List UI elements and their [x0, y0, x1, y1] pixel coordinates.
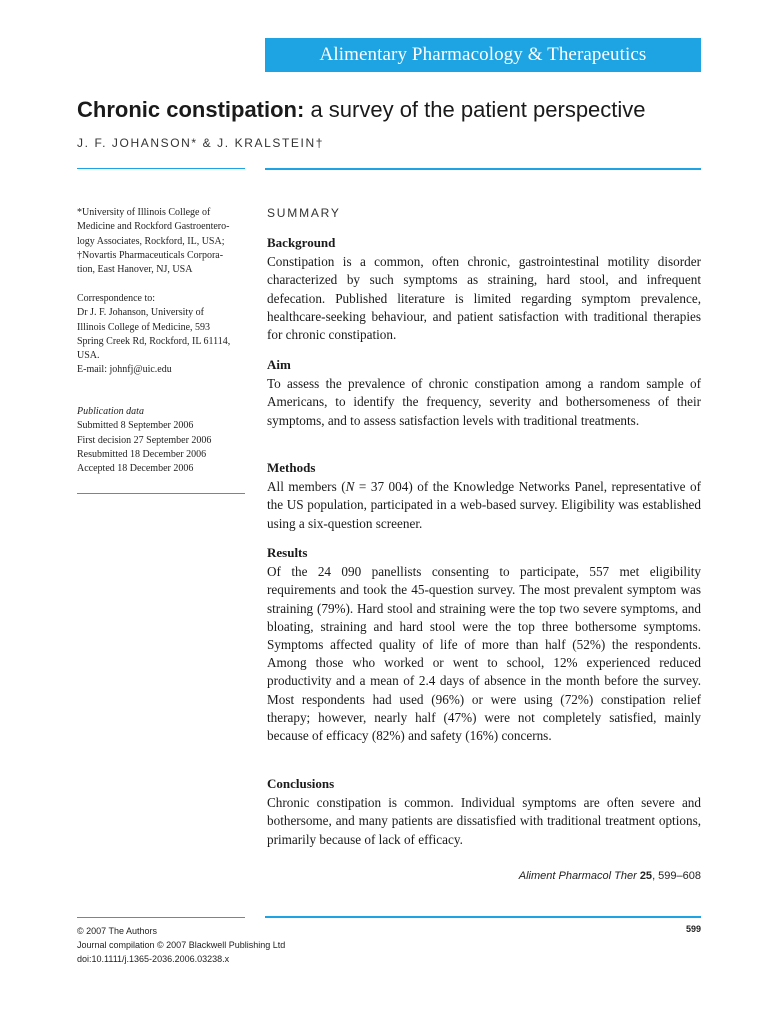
publication-date: Resubmitted 18 December 2006 [77, 448, 207, 460]
correspondence [77, 292, 247, 378]
journal-name: Alimentary Pharmacology & Therapeutics [319, 44, 647, 65]
section-heading: Results [267, 545, 308, 560]
publication-date: Submitted 8 September 2006 [77, 420, 194, 432]
section-heading: Background [267, 235, 336, 250]
page-number: 599 [685, 924, 701, 934]
section-heading: Methods [267, 460, 316, 475]
footer-line: Journal compilation © 2007 Blackwell Publishing Ltd [77, 940, 286, 950]
correspondence-line: Correspondence to: [77, 293, 156, 304]
affiliation-line: †Novartis Pharmaceuticals Corpora- [77, 249, 224, 261]
section-text: Constipation is a common, often chronic, gastrointestinal motility disorder characterized by such symptoms as straining, hard stool, and infrequent defecation. Published literature is limited regarding symptom prevalence, healthcare-seeking behaviour, and patient satisfaction with traditional therapies for chronic constipation. [267, 254, 701, 343]
methods-text-after: = 37 004) of the Knowledge Networks Panel, representative of the US population, participated in a web-based survey. Eligibility was established using a six-question screener. [267, 479, 701, 531]
publication-date: Accepted 18 December 2006 [77, 463, 194, 475]
journal-banner [265, 38, 701, 72]
doi-link[interactable]: doi:10.1111/j.1365-2036.2006.03238.x [77, 954, 230, 964]
sidebar-bottom-rule [77, 493, 245, 494]
email-link[interactable]: E-mail: johnfj@uic.edu [77, 364, 172, 376]
footer-copyright [77, 924, 327, 966]
section-text: To assess the prevalence of chronic constipation among a random sample of Americans, to identify the frequency, severity and bothersomeness of their symptoms, and to assess satisfaction levels with traditional treatments. [267, 376, 701, 428]
main-top-rule [265, 168, 701, 170]
citation-pages: , 599–608 [652, 870, 701, 882]
title-bold: Chronic constipation: [77, 97, 305, 122]
sidebar-top-rule [77, 168, 245, 169]
methods-text-before: All members ( [267, 479, 346, 495]
affiliation-line: Medicine and Rockford Gastroentero- [77, 221, 230, 233]
summary-heading: SUMMARY [267, 206, 341, 220]
publication-data [77, 405, 247, 476]
section-text: Chronic constipation is common. Individual symptoms are often severe and bothersome, and many patients are dissatisfied with traditional treatment options, primarily because of lack of efficacy. [267, 795, 701, 847]
affiliations [77, 206, 247, 277]
correspondence-line: Spring Creek Rd, Rockford, IL 61114, [77, 335, 231, 347]
section-background [267, 234, 701, 344]
section-methods [267, 459, 701, 533]
correspondence-line: Dr J. F. Johanson, University of [77, 307, 204, 319]
affiliation-line: *University of Illinois College of [77, 207, 211, 218]
section-text: Of the 24 090 panellists consenting to participate, 557 met eligibility requirements and took the 45-question survey. The most prevalent symptom was straining (79%). Hard stool and straining were the top two severe symptoms, and bloating, straining and hard stool were the top three bothersome symptoms. Symptoms affected quality of life of more than half (52%) the respondents. Among those who worked or went to school, 12% experienced reduced productivity and a mean of 2.4 days of absence in the month before the survey. Most respondents had used (96%) or were using (72%) constipation relief therapy; however, nearly half (47%) were not completely satisfied, mainly because of efficacy (82%) and safety (16%) concerns. [267, 564, 701, 744]
section-aim [267, 356, 701, 430]
section-results [267, 544, 701, 745]
correspondence-line: Illinois College of Medicine, 593 [77, 321, 211, 333]
section-conclusions [267, 775, 701, 849]
title-rest: a survey of the patient perspective [304, 97, 646, 122]
section-text [267, 478, 701, 533]
authors: J. F. JOHANSON* & J. KRALSTEIN† [77, 136, 324, 150]
citation-journal: Aliment Pharmacol Ther [518, 870, 637, 882]
affiliation-line: tion, East Hanover, NJ, USA [77, 264, 193, 276]
footer-left-rule [77, 917, 245, 918]
section-heading: Aim [267, 357, 291, 372]
affiliation-line: logy Associates, Rockford, IL, USA; [77, 235, 225, 247]
citation-volume: 25 [639, 870, 653, 882]
publication-data-heading: Publication data [77, 406, 144, 417]
article-title [77, 97, 717, 123]
correspondence-line: USA. [77, 350, 100, 362]
methods-n-symbol: N [345, 479, 355, 495]
publication-date: First decision 27 September 2006 [77, 434, 212, 446]
journal-citation [519, 870, 701, 882]
section-heading: Conclusions [267, 776, 335, 791]
footer-line: © 2007 The Authors [77, 926, 158, 936]
footer-right-rule [265, 916, 701, 918]
